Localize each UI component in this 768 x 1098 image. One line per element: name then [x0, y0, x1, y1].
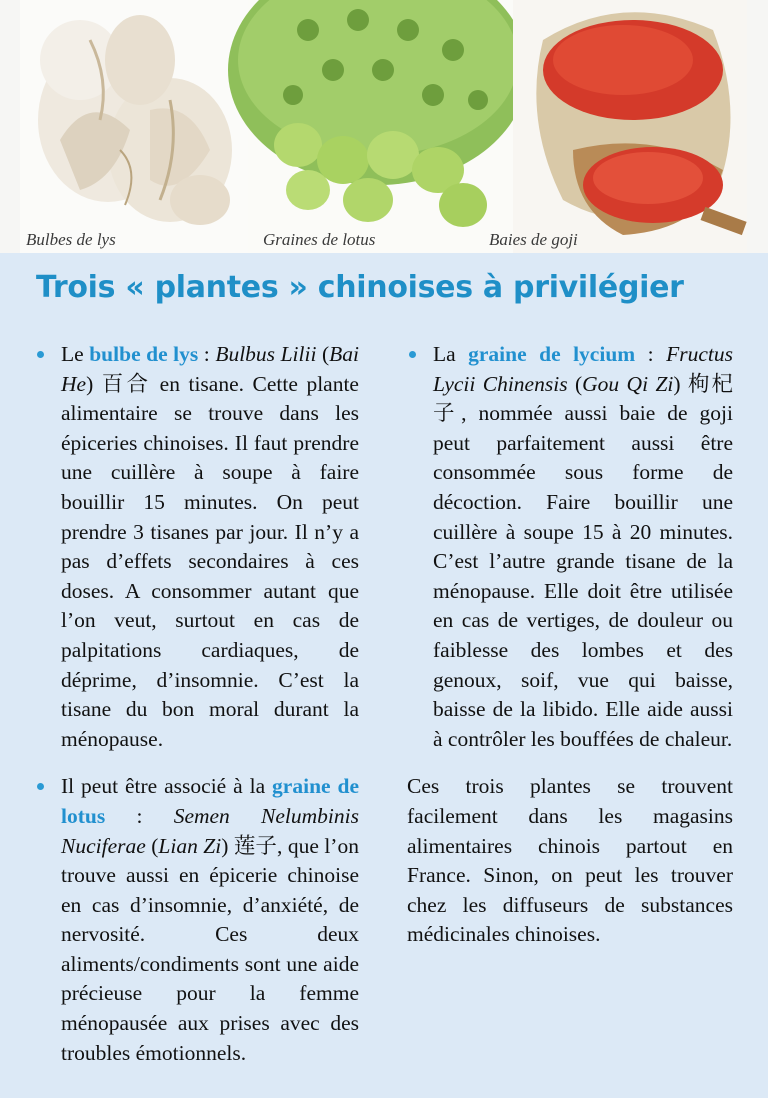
text-segment: La — [433, 342, 469, 366]
text-segment: : — [635, 342, 667, 366]
list-item-goji — [407, 340, 733, 754]
latin-name: Fructus Lycii Chinensis — [433, 342, 733, 396]
chinese-characters: 莲子 — [233, 833, 278, 858]
list-item-lotus — [35, 772, 359, 1068]
caption-goji: Baies de goji — [489, 230, 578, 249]
text-segment: ( — [567, 371, 583, 396]
highlight-term: bulbe de lys — [89, 342, 199, 366]
body-text: , que l’on trouve aussi en épicerie chinoise en cas d’insomnie, d’anxiété, de nervosité. Ces deux aliments/condiments sont une aide précieuse pour la femme ménopausée aux prises avec des troubles émotionnels. — [61, 833, 359, 1065]
text-segment: ) — [221, 833, 234, 858]
pinyin-name: Lian Zi — [158, 833, 222, 858]
chinese-characters: 百合 — [101, 371, 152, 396]
latin-name: Bulbus Lilii — [215, 342, 317, 366]
caption-lily: Bulbes de lys — [26, 230, 116, 249]
right-column — [407, 340, 733, 950]
bullet-dot-icon — [37, 351, 44, 358]
body-text: , nommée aussi baie de goji peut parfaitement aussi être consommée sous forme de décoction. Faire bouillir une cuillère à soupe 15 à 20 minutes. C’est l’autre grande tisane de la ménopause. Elle doit être utilisée en cas de vertiges, de douleur ou faiblesse des lombes et des genoux, soif, vue qui baisse, baisse de la libido. Elle aide aussi à contrôler les bouffées de chaleur. — [433, 401, 733, 751]
pinyin-name: Gou Qi Zi — [582, 371, 674, 396]
goji-berry-image — [489, 0, 747, 253]
text-segment: ( — [316, 342, 330, 366]
text-segment: : — [198, 342, 216, 366]
pinyin-name: Bai He — [61, 342, 359, 396]
text-segment: : — [105, 803, 174, 828]
lotus-seed-image — [248, 0, 513, 253]
lily-bulb-image — [20, 0, 248, 253]
list-item-lily — [35, 340, 359, 754]
photo-strip — [0, 0, 768, 253]
body-text: en tisane. Cette plante alimentaire se trouve dans les épiceries chinoises. Il faut prendre une cuillère à soupe à faire bouillir 15 minutes. On peut prendre 3 tisanes par jour. Il n’y a pas d’effets secondaires à ces doses. A consommer autant que l’on veut, surtout en cas de palpitations cardiaques, de déprime, d’insomnie. C’est la tisane du bon moral durant la ménopause. — [61, 371, 359, 751]
bullet-dot-icon — [37, 783, 44, 790]
caption-lotus: Graines de lotus — [263, 230, 376, 249]
text-segment: Il peut être associé à la — [61, 774, 273, 799]
text-segment: Le — [61, 342, 90, 366]
latin-name: Semen Nelumbinis Nuciferae — [61, 803, 359, 858]
article-title: Trois « plantes » chinoises à privilégier — [36, 270, 684, 305]
text-segment: ) — [673, 371, 688, 396]
left-column — [35, 340, 359, 1086]
text-segment: ) — [86, 371, 102, 396]
highlight-term: graine de lycium — [468, 342, 636, 366]
highlight-term: graine de lotus — [61, 774, 359, 828]
bullet-dot-icon — [409, 351, 416, 358]
chinese-characters: 枸杞子 — [433, 371, 733, 426]
closing-paragraph: Ces trois plantes se trouvent facilement dans les magasins alimentaires chinois partout en France. Sinon, on peut les trouver chez les diffuseurs de substances médicinales chinoises. — [407, 774, 733, 947]
text-segment: ( — [145, 833, 159, 858]
